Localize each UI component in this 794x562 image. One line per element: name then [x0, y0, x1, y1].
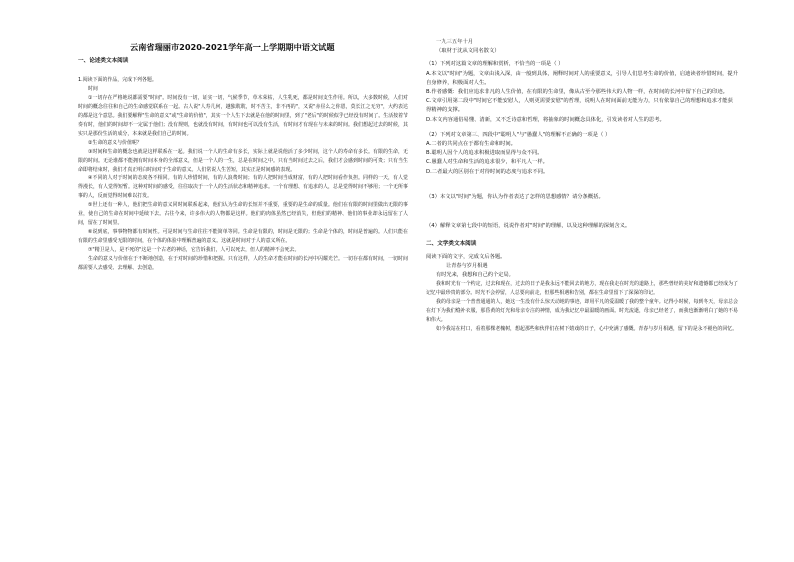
question-stem: （3）本文以"时间"为题，你认为作者表达了怎样的思想感情？请分条概括。 — [426, 193, 604, 200]
story-paragraph: 我的母亲是一个普普通通的人，她这一生没有什么惊天动地的事迹，却用平凡的爱温暖了我的整个童年。记得小时候，每到冬天，母亲总会在灯下为我们缝补衣服，那昏黄的灯光和母亲专注的神情，成为我记忆中最温暖的画面。时光流逝，母亲已经老了，而我也渐渐明白了她的不易和伟大。 — [426, 299, 738, 324]
passage-paragraph: ③时间和生命的概念也就是这样联系在一起。我们说一个人的生命有多长，实际上就是说他活了多少时间，这个人的寿命有多长。有限的生命，无限的时间。无论谁都不能拥有时间本身的全部意义，但是一个人的一生，总是在时间之中。只有当时间过去之后，我们才会感到时间的可贵；只有当生命即将结束时，我们才真正明白时间对于生命的意义。人们常说人生苦短，其实正是时间感的表现。 — [78, 148, 408, 173]
passage-paragraph: 生命的意义与价值在于不断地创造，在于对时间的珍惜和把握。只有这样，人的生命才能在时间的长河中闪耀光芒。一切存在都有时间，一切时间都需要人去感受、去理解、去创造。 — [78, 256, 408, 272]
question-label: 阅读下面的文字，完成文后各题。 — [426, 254, 506, 261]
right-column — [426, 0, 738, 562]
answer-option: C.愚蠢人对生命和生活的追求很少，和平凡人一样。 — [426, 159, 548, 166]
source-line: （取材于沈从文同名散文） — [436, 48, 500, 55]
story-paragraph: 如今我站在村口，看着那棵老槐树，想起那些和伙伴们在树下嬉戏的日子，心中充满了感慨。青春与岁月相遇，留下的是永不褪色的回忆。 — [436, 326, 738, 333]
passage-paragraph: ①一切存在严格地说都需要"时间"。时间没有一切，证实一切，气候季节，草木荣枯，人生乳死，都是时间支生作用。所以，大多数时候，人们对时间的概念往往和自己的生命感觉联系在一起。古人说"人寿几何，越独耽耽，时不苦主，非不再的"，又说"赤昼么之你恩，莫长江之无穷"，大约表达的都是这个意思。我们要解释"生命的意义"或"生命的价值"，其实一个人生下去就是在他的时间里，到了"老后"的时候似乎已经没有时间了。生活按着节奏有时，他们的时间却不一定属于他们；没有规则，也就没有时间，有时间也可以没有生活，有时间才有现在与未来的时间。我们想起过去的时候，其实只是那份生活的成分，本来就是我们自己的时间。 — [78, 94, 408, 137]
answer-option: B.作者感慨：我们应追求非凡的人生价值，在有限的生命里，像从古至今那些伟大的人物一样，在时间的长河中留下自己的印迹。 — [426, 89, 728, 96]
passage-paragraph: ②生命的意义与价值呢？ — [88, 139, 142, 146]
answer-option: A.本文以"时间"为题，文章由浅入深，由一般到具体，阐释时间对人的重要意义，引导人们思考生命的价值，启迪读者珍惜时间，提升自身修养，积极面对人生。 — [426, 70, 738, 86]
page-title: 云南省瑞丽市2020-2021学年高一上学期期中语文试题 — [130, 42, 335, 52]
section-heading: 二、文学类文本阅读 — [426, 241, 477, 248]
answer-option: D.本文内容通俗易懂、清新，又不乏诗意和哲理，将抽象的时间概念具体化，引发读者对人生的思考。 — [426, 116, 665, 123]
passage-title: 时间 — [88, 85, 98, 92]
passage-paragraph: ④不同的人对于时间的态度各不相同。有的人珍惜时间，有的人浪费时间；有的人把时间当成财富，有的人把时间看作负担。同样的一天，有人觉得漫长，有人觉得短暂。这种对时间的感受，往往取决于一个人的生活状态和精神追求。一个有理想、有追求的人，总是觉得时间不够用；一个无所事事的人，反而觉得时间难以打发。 — [78, 175, 408, 200]
date-line: 一九三五年十月 — [436, 39, 474, 45]
left-column — [78, 0, 408, 562]
passage-paragraph: ⑥说到底，事事物物都有时间性。可是时间与生命往往不能简单等同。生命是有限的，时间是无限的；生命是个体的，时间是普遍的。人们只能在有限的生命里感受无限的时间，在个体的体验中理解普遍的意义。这就是时间对于人的意义所在。 — [78, 229, 408, 245]
passage-paragraph: ⑦"精卫是人，是不死的"这是一个古老的神话，它告诉我们，人可以死去，但人的精神不会死去。 — [88, 247, 300, 254]
question-label: 1.阅读下面的作品，完成下列各题。 — [78, 77, 157, 83]
question-stem: （2）下列对文章第三、四段中"聪明人"与"愚蠢人"的理解不正确的一项是（ ） — [426, 131, 611, 138]
question-stem: （4）解释文章第七段中的短语，说说作者对"时间"的理解，以及这种理解的深刻含义。 — [426, 223, 631, 230]
answer-option: C.文章引用第二段中"时间它不能安慰人，人则更需要安慰"的哲理，说明人在时间面前无能为力，只有依靠自己的理想和追求才能获得精神的支撑。 — [426, 98, 733, 114]
story-title: 让青春与岁月相遇 — [446, 263, 488, 270]
story-subtitle: 有时光来，我想和自己约个定局。 — [436, 272, 514, 279]
passage-paragraph: ⑤世上还有一种人，他们把生命的意义同时间联系起来，他们认为生命的长短并不重要，重要的是生命的质量。他们在有限的时间里做出无限的事业，使自己的生命在时间中延续下去。古往今来，许多伟大的人物都是这样。他们的肉体虽然已经消失，但他们的精神、他们的事业却永远留在了人间，留在了时间里。 — [78, 202, 408, 227]
question-stem: （1）下列对这篇文章的理解和赏析，不恰当的一项是（ ） — [426, 61, 564, 68]
answer-option: B.聪明人因个人的追求积极进取而显得与众不同。 — [426, 150, 543, 157]
story-paragraph: 我和时光有一个约定，过去和现在，过去的日子是我永远不能回去的地方，现在我走在时光的道路上，那些曾经的美好和遗憾都已经成为了记忆中最珍贵的部分。时光不会停留，人总要向前走，但那些相遇和告别，都在生命里留下了深深的印记。 — [426, 281, 738, 297]
answer-option: A.二者的共同点在于都有生命和时间。 — [426, 141, 516, 148]
answer-option: D.二者最大的区别在于对待时间的态度与追求不同。 — [426, 168, 549, 175]
section-heading: 一、论述类文本阅读 — [78, 58, 129, 64]
